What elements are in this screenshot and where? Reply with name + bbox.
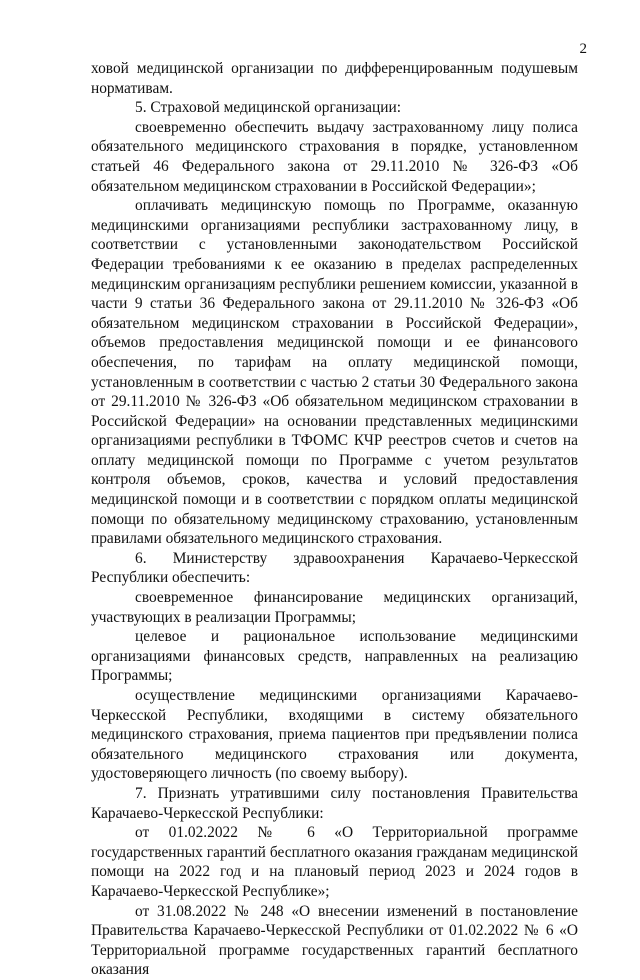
paragraph-patient-admission: осуществление медицинскими организациями Карачаево-Черкесской Республики, входящими в систему обязательного медицинского страхования, приема пациентов при предъявлении полиса обязательного медицинского страхования или документа, удостоверяющего личность (по своему выбору). — [91, 687, 578, 783]
paragraph-payment-for-care: оплачивать медицинскую помощь по Программе, оказанную медицинскими организациями республики застрахованному лицу, в соответствии с установленными законодательством Российской Федерации требованиями к ее оказанию в пределах распределенных медицинским организациям республики решением комиссии, указанной в части 9 статьи 36 Федерального закона от 29.11.2010 № 326-ФЗ «Об обязательном медицинском страховании в Российской Федерации», объемов предоставления медицинской помощи и ее финансового обеспечения, по тарифам на оплату медицинской помощи, установленным в соответствии с частью 2 статьи 30 Федерального закона от 29.11.2010 № 326-ФЗ «Об обязательном медицинском страховании в Российской Федерации» на основании представленных медицинскими организациями республики в ТФОМС КЧР реестров счетов и счетов на оплату медицинской помощи по Программе с учетом результатов контроля объемов, сроков, качества и условий предоставления медицинской помощи и в соответствии с порядком оплаты медицинской помощи по обязательному медицинскому страхованию, установленным правилами обязательного медицинского страхования. — [91, 197, 578, 548]
page-number: 2 — [579, 41, 587, 57]
paragraph-resolution-2022-6: от 01.02.2022 № 6 «О Территориальной программе государственных гарантий бесплатного оказания гражданам медицинской помощи на 2022 год и на плановый период 2023 и 2024 годов в Карачаево-Черкесской Республике»; — [91, 824, 578, 900]
paragraph-section-7-heading: 7. Признать утратившими силу постановления Правительства Карачаево-Черкесской Республики: — [91, 784, 578, 822]
paragraph-section-6-heading: 6. Министерству здравоохранения Карачаево-Черкесской Республики обеспечить: — [91, 549, 578, 587]
paragraph-section-5-heading: 5. Страховой медицинской организации: — [135, 99, 401, 117]
paragraph-resolution-2022-248: от 31.08.2022 № 248 «О внесении изменений в постановление Правительства Карачаево-Черкесской Республики от 01.02.2022 № 6 «О Территориальной программе государственных гарантий бесплатного оказания — [91, 902, 578, 979]
paragraph-continuation: ховой медицинской организации по дифференцированным подушевым нормативам. — [91, 60, 578, 97]
document-body — [91, 59, 578, 980]
paragraph-policy-issuance: своевременно обеспечить выдачу застрахованному лицу полиса обязательного медицинского страхования в порядке, установленном статьей 46 Федерального закона от 29.11.2010 № 326-ФЗ «Об обязательном медицинском страховании в Российской Федерации»; — [91, 118, 578, 195]
paragraph-targeted-use: целевое и рациональное использование медицинскими организациями финансовых средств, направленных на реализацию Программы; — [91, 628, 578, 685]
paragraph-timely-financing: своевременное финансирование медицинских организаций, участвующих в реализации Программы; — [91, 589, 578, 626]
